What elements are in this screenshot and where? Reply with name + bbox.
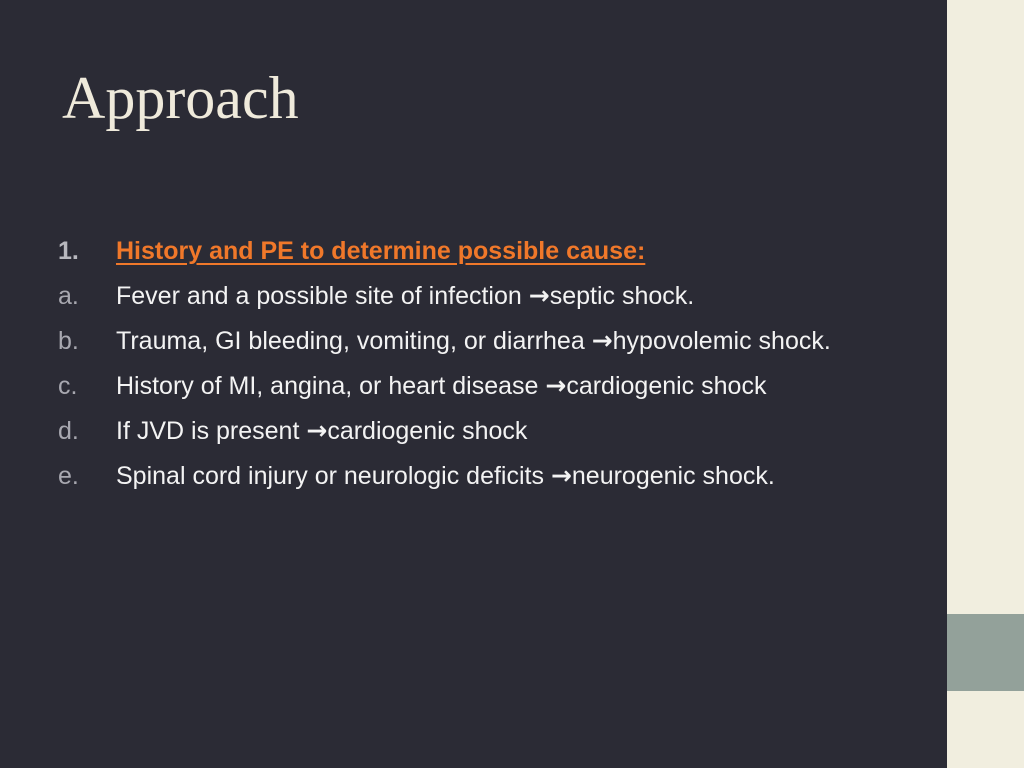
right-arrow-icon: →	[528, 281, 550, 310]
list-marker: b.	[58, 327, 79, 355]
list-item-neurogenic	[58, 457, 918, 495]
approach-list	[58, 232, 918, 502]
right-arrow-icon: →	[591, 326, 613, 355]
right-arrow-icon: →	[550, 461, 572, 490]
list-marker: c.	[58, 372, 78, 400]
slide-title: Approach	[62, 65, 299, 131]
list-item-result: cardiogenic shock	[566, 372, 767, 400]
list-item-hypovolemic	[58, 322, 918, 360]
list-item-heading	[58, 232, 918, 270]
list-marker: e.	[58, 462, 79, 490]
list-item-septic	[58, 277, 918, 315]
list-item-result: neurogenic shock.	[571, 462, 775, 490]
list-heading-text: History and PE to determine possible cause:	[116, 237, 646, 265]
list-marker: d.	[58, 417, 79, 445]
list-item-text: History of MI, angina, or heart disease	[116, 372, 546, 400]
list-item-cardiogenic-jvd	[58, 412, 918, 450]
list-item-text: Trauma, GI bleeding, vomiting, or diarrhea	[116, 327, 592, 355]
right-arrow-icon: →	[545, 371, 567, 400]
list-item-text: Spinal cord injury or neurologic deficits	[116, 462, 551, 490]
list-marker: a.	[58, 282, 79, 310]
list-item-result: cardiogenic shock	[327, 417, 528, 445]
list-item-text: If JVD is present	[116, 417, 307, 445]
list-item-result: septic shock.	[549, 282, 695, 310]
side-accent-block	[947, 614, 1024, 691]
list-item-cardiogenic-history	[58, 367, 918, 405]
list-item-text: Fever and a possible site of infection	[116, 282, 529, 310]
right-arrow-icon: →	[306, 416, 328, 445]
list-marker: 1.	[58, 237, 79, 265]
list-item-result: hypovolemic shock.	[612, 327, 831, 355]
